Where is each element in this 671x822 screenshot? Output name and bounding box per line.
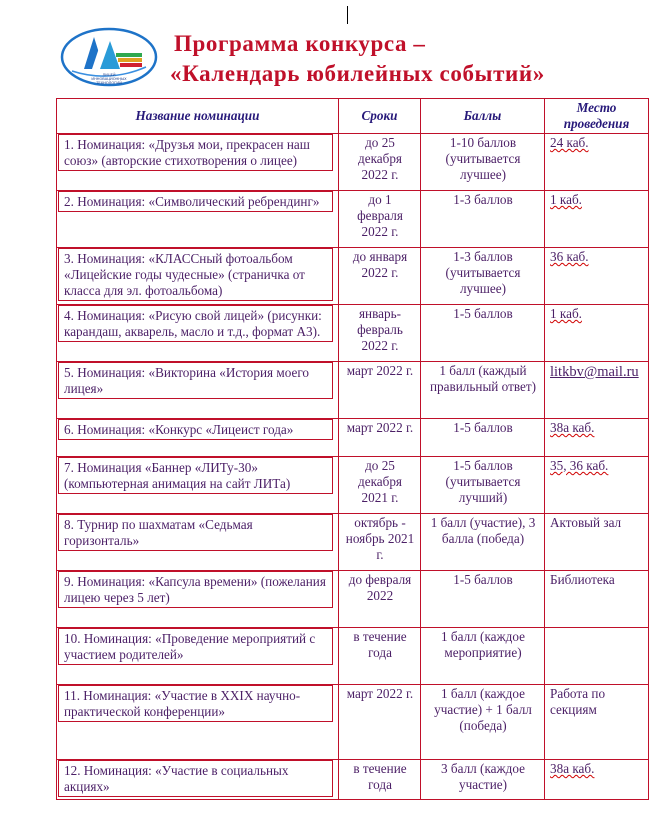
cell-name: 9. Номинация: «Капсула времени» (пожелания лицею через 5 лет) [57, 571, 339, 628]
title-line-2: «Календарь юбилейных событий» [170, 61, 545, 86]
table-row [57, 685, 649, 760]
table-row [57, 760, 649, 800]
cell-name: 2. Номинация: «Символический ребрендинг» [57, 191, 339, 248]
cell-name: 1. Номинация: «Друзья мои, прекрасен наш союз» (авторские стихотворения о лицее) [57, 134, 339, 191]
cell-terms: октябрь - ноябрь 2021 г. [339, 514, 421, 571]
cell-name: 3. Номинация: «КЛАССный фотоальбом «Лицейские годы чудесные» (страничка от класса для эл. фотоальбома) [57, 248, 339, 305]
table-header-row [57, 99, 649, 134]
cell-name: 7. Номинация «Баннер «ЛИТу-30» (компьютерная анимация на сайт ЛИТа) [57, 457, 339, 514]
table-row [57, 514, 649, 571]
header-terms: Сроки [339, 99, 421, 134]
logo-caption-3: ТЕХНОЛОГИЙ [96, 81, 122, 85]
cell-place [545, 362, 649, 419]
email-link[interactable]: litkbv@mail.ru [550, 364, 639, 380]
cell-terms: март 2022 г. [339, 362, 421, 419]
header-points: Баллы [421, 99, 545, 134]
cell-place: 1 каб. [545, 305, 649, 362]
cell-points: 1-5 баллов [421, 571, 545, 628]
cell-terms: до января 2022 г. [339, 248, 421, 305]
header-name: Название номинации [57, 99, 339, 134]
cell-terms: март 2022 г. [339, 685, 421, 760]
cell-terms: до февраля 2022 [339, 571, 421, 628]
cell-points: 1 балл (каждый правильный ответ) [421, 362, 545, 419]
cell-points: 1 балл (каждое мероприятие) [421, 628, 545, 685]
cell-place: Работа по секциям [545, 685, 649, 760]
cell-terms: в течение года [339, 760, 421, 800]
cell-points: 1 балл (каждое участие) + 1 балл (победа) [421, 685, 545, 760]
cell-name: 5. Номинация: «Викторина «История моего лицея» [57, 362, 339, 419]
cell-points: 1-5 баллов [421, 419, 545, 457]
cell-points: 1 балл (участие), 3 балла (победа) [421, 514, 545, 571]
lyceum-logo [60, 27, 158, 87]
cell-place: 38а каб. [545, 760, 649, 800]
table-row [57, 248, 649, 305]
cell-place [545, 628, 649, 685]
table-row [57, 571, 649, 628]
cell-place: Библиотека [545, 571, 649, 628]
cell-place: Актовый зал [545, 514, 649, 571]
page-title [170, 29, 650, 89]
cell-place: 24 каб. [545, 134, 649, 191]
table-row [57, 628, 649, 685]
cell-name: 8. Турнир по шахматам «Седьмая горизонталь» [57, 514, 339, 571]
logo-caption-2: ИННОВАЦИОННЫХ [91, 77, 127, 81]
cell-name: 4. Номинация: «Рисую свой лицей» (рисунки: карандаш, акварель, масло и т.д., формат А3). [57, 305, 339, 362]
title-line-1: Программа конкурса – [174, 31, 426, 56]
cell-terms: в течение года [339, 628, 421, 685]
table-row [57, 191, 649, 248]
cell-place: 36 каб. [545, 248, 649, 305]
cell-name: 12. Номинация: «Участие в социальных акциях» [57, 760, 339, 800]
cell-terms: до 25 декабря 2021 г. [339, 457, 421, 514]
cell-points: 1-5 баллов [421, 305, 545, 362]
cell-terms: до 1 февраля 2022 г. [339, 191, 421, 248]
cell-terms: март 2022 г. [339, 419, 421, 457]
table-row [57, 134, 649, 191]
cell-points: 1-10 баллов (учитывается лучшее) [421, 134, 545, 191]
cell-name: 6. Номинация: «Конкурс «Лицеист года» [57, 419, 339, 457]
logo-caption-1: ЛИЦЕЙ [102, 73, 116, 77]
text-cursor [347, 6, 348, 24]
cell-place: 35, 36 каб. [545, 457, 649, 514]
table-row [57, 362, 649, 419]
cell-place: 1 каб. [545, 191, 649, 248]
cell-points: 1-3 баллов [421, 191, 545, 248]
table-row [57, 419, 649, 457]
header-place: Место проведения [545, 99, 649, 134]
table-row [57, 457, 649, 514]
cell-place: 38а каб. [545, 419, 649, 457]
program-table [56, 98, 649, 800]
cell-points: 3 балл (каждое участие) [421, 760, 545, 800]
cell-points: 1-3 баллов (учитывается лучшее) [421, 248, 545, 305]
table-row [57, 305, 649, 362]
cell-name: 11. Номинация: «Участие в XXIX научно-практической конференции» [57, 685, 339, 760]
cell-terms: до 25 декабря 2022 г. [339, 134, 421, 191]
cell-terms: январь-февраль 2022 г. [339, 305, 421, 362]
cell-name: 10. Номинация: «Проведение мероприятий с участием родителей» [57, 628, 339, 685]
cell-points: 1-5 баллов (учитывается лучший) [421, 457, 545, 514]
